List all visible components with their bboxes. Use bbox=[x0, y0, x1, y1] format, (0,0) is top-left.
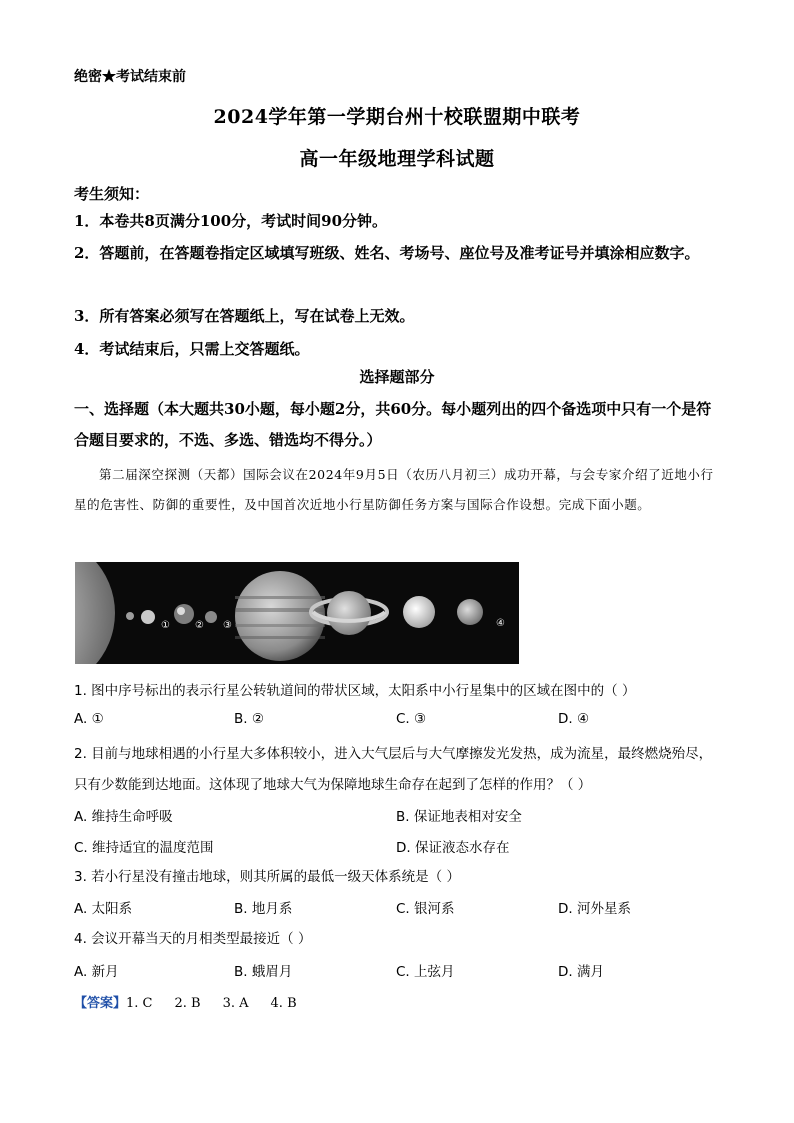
answer-line bbox=[74, 992, 297, 1011]
figure-label-1: ① bbox=[161, 620, 170, 631]
material-intro: 第二届深空探测（天都）国际会议在2024年9月5日（农历八月初三）成功开幕，与会专家介绍了近地小行星的危害性、防御的重要性，及中国首次近地小行星防御任务方案与国际合作设想。完成下面小题。 bbox=[74, 467, 714, 512]
q4-option-c[interactable]: C. 上弦月 bbox=[396, 964, 455, 980]
q1-option-d[interactable]: D. ④ bbox=[558, 711, 590, 727]
question-1-options bbox=[74, 711, 724, 733]
notice-item-2: 2．答题前，在答题卷指定区域填写班级、姓名、考场号、座位号及准考证号并填涂相应数字。 bbox=[74, 244, 700, 262]
notice-item-3: 3．所有答案必须写在答题纸上，写在试卷上无效。 bbox=[74, 307, 415, 325]
question-3-stem: 3. 若小行星没有撞击地球，则其所属的最低一级天体系统是（ ） bbox=[74, 869, 460, 885]
answer-2: 2. B bbox=[174, 996, 201, 1011]
question-4-options bbox=[74, 960, 724, 982]
notice-item-4: 4．考试结束后，只需上交答题纸。 bbox=[74, 340, 310, 358]
section-title: 选择题部分 bbox=[359, 368, 435, 386]
figure-label-4: ④ bbox=[496, 618, 505, 629]
page-title: 2024学年第一学期台州十校联盟期中联考 bbox=[213, 106, 581, 128]
notice-heading: 考生须知： bbox=[74, 185, 150, 203]
mars-shape bbox=[205, 611, 217, 623]
earth-shape bbox=[174, 604, 194, 624]
saturn-shape bbox=[327, 591, 371, 635]
q2-option-a[interactable]: A. 维持生命呼吸 bbox=[74, 809, 173, 825]
uranus-shape bbox=[403, 596, 435, 628]
q3-option-c[interactable]: C. 银河系 bbox=[396, 901, 455, 917]
question-2-stem: 2. 目前与地球相遇的小行星大多体积较小，进入大气层后与大气摩擦发光发热，成为流星，最终燃烧殆尽，只有少数能到达地面。这体现了地球大气为保障地球生命存在起到了怎样的作用？（ ） bbox=[74, 746, 713, 793]
answer-3: 3. A bbox=[222, 996, 249, 1011]
q4-option-d[interactable]: D. 满月 bbox=[558, 964, 604, 980]
question-2-options-row-1 bbox=[74, 805, 724, 827]
q2-option-b[interactable]: B. 保证地表相对安全 bbox=[396, 809, 522, 825]
q1-option-c[interactable]: C. ③ bbox=[396, 711, 427, 727]
part-one-instructions: 一、选择题（本大题共30小题，每小题2分，共60分。每小题列出的四个备选项中只有一个是符合题目要求的，不选、多选、错选均不得分。） bbox=[74, 400, 712, 449]
q3-option-a[interactable]: A. 太阳系 bbox=[74, 901, 133, 917]
q2-option-c[interactable]: C. 维持适宜的温度范围 bbox=[74, 840, 214, 856]
neptune-shape bbox=[457, 599, 483, 625]
q3-option-d[interactable]: D. 河外星系 bbox=[558, 901, 631, 917]
notice-item-1: 1．本卷共8页满分100分，考试时间90分钟。 bbox=[74, 212, 388, 230]
answer-tag: 【答案】 bbox=[74, 996, 127, 1011]
q4-option-a[interactable]: A. 新月 bbox=[74, 964, 119, 980]
answer-1: 1. C bbox=[126, 996, 153, 1011]
question-3-options bbox=[74, 897, 724, 919]
q3-option-b[interactable]: B. 地月系 bbox=[234, 901, 293, 917]
q1-option-a[interactable]: A. ① bbox=[74, 711, 104, 727]
question-1-stem: 1. 图中序号标出的表示行星公转轨道间的带状区域，太阳系中小行星集中的区域在图中的（ ） bbox=[74, 683, 636, 699]
figure-label-2: ② bbox=[195, 620, 204, 631]
venus-shape bbox=[141, 610, 155, 624]
secret-mark: 绝密★考试结束前 bbox=[74, 69, 186, 85]
question-2-options-row-2 bbox=[74, 836, 724, 858]
mercury-shape bbox=[126, 612, 134, 620]
question-4-stem: 4. 会议开幕当天的月相类型最接近（ ） bbox=[74, 931, 312, 947]
q1-option-b[interactable]: B. ② bbox=[234, 711, 264, 727]
solar-system-figure bbox=[75, 562, 519, 664]
page-subtitle: 高一年级地理学科试题 bbox=[299, 148, 495, 170]
q2-option-d[interactable]: D. 保证液态水存在 bbox=[396, 840, 510, 856]
answer-4: 4. B bbox=[270, 996, 297, 1011]
figure-label-3: ③ bbox=[223, 620, 232, 631]
q4-option-b[interactable]: B. 蛾眉月 bbox=[234, 964, 293, 980]
